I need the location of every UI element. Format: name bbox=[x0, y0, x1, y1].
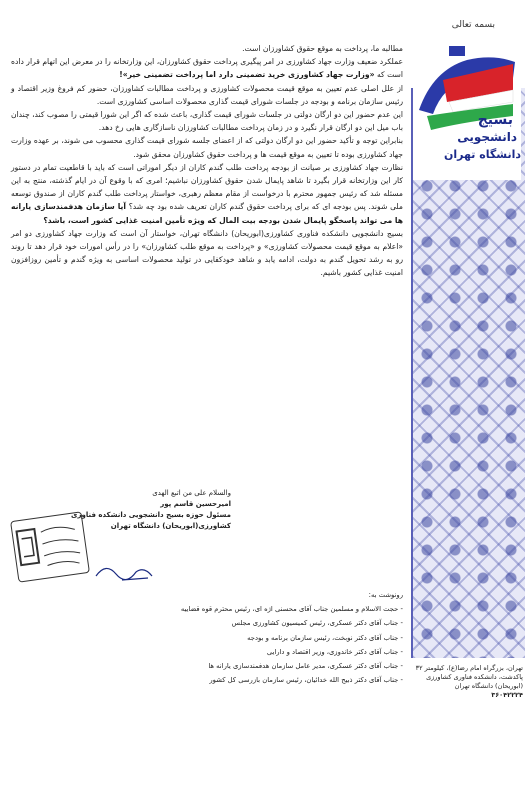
cc-heading: رونوشت به: bbox=[368, 591, 403, 599]
paragraph-1: مطالبه ما، پرداخت به موقع حقوق کشاورزان است. bbox=[242, 44, 403, 53]
address-text: تهران، بزرگراه امام رضا(ع)، کیلومتر ۳۲ پاکدشت، دانشکده فناوری کشاورزی (ابوریحان) دانشگاه تهران bbox=[415, 664, 523, 690]
signer-title-2: کشاورزی(ابوریحان) دانشگاه تهران bbox=[110, 522, 231, 530]
logo-text-student: دانشجویی bbox=[457, 130, 517, 144]
cc-item: - جناب آقای دکتر خاندوزی، وزیر اقتصاد و دارایی bbox=[266, 647, 403, 656]
cc-item: - جناب آقای دکتر نوبخت، رئیس سازمان برنامه و بودجه bbox=[247, 633, 403, 642]
footer-address bbox=[415, 664, 523, 700]
paragraph-7: بسیج دانشجویی دانشکده فناوری کشاورزی(ابوریحان) دانشگاه تهران، خواستار آن است که وزارت جهاد کشاورزی دو امر «اعلام به موقع قیمت محصولات کشاورزی» و «پرداخت به موقع طلب کشاورزان» را در رأس امورات خود قرار دهد تا روند رو به رشد تحویل گندم به دولت، ادامه یابد و شاهد خودکفایی در تولید محصولات اساسی به ویژه گندم و تأمین روزافزون امنیت غذایی کشور باشیم. bbox=[11, 228, 403, 278]
signer-title-1: مسئول حوزه بسیج دانشجویی دانشکده فناوری bbox=[71, 511, 231, 519]
paragraph-6 bbox=[11, 161, 403, 227]
cc-item: - حجت الاسلام و مسلمین جناب آقای محسنی اژه ای، رئیس محترم قوه قضاییه bbox=[180, 605, 403, 614]
signer-name: امیرحسین قاسم پور bbox=[160, 500, 231, 508]
paragraph-2-bold: «وزارت جهاد کشاورزی خرید تضمینی دارد اما پرداخت تضمینی خیر»! bbox=[119, 70, 375, 80]
paragraph-3: از علل اصلی عدم تعیین به موقع قیمت محصولات کشاورزی و پرداخت مطالبات کشاورزان، حضور کم فروغ وزیر اقتصاد و رئیس سازمان برنامه و بودجه در جلسات شورای قیمت گذاری محصولات اساسی کشاورزی است. bbox=[11, 83, 403, 106]
paragraph-2-text: عملکرد ضعیف وزارت جهاد کشاورزی در امر پیگیری پرداخت حقوق کشاورزان، این وزارتخانه را در معرض این اتهام قرار داده است که bbox=[11, 57, 403, 80]
paragraph-6-bold: آیا سازمان هدفمندسازی یارانه ها می تواند پاسخگو پایمال شدن بودجه بیت المال که ویژه تأمین امنیت غذایی کشور است، باشد؟ bbox=[11, 202, 403, 225]
cc-item: - جناب آقای دکتر عسکری، مدیر عامل سازمان هدفمندسازی یارانه ها bbox=[208, 662, 403, 671]
paragraph-5: بنابراین توجه و تأکید حضور این دو ارگان دولتی که از اعضای جلسه شورای قیمت گذاری محسوب می شوند، بر عهده وزارت جهاد کشاورزی بوده تا تعیین به موقع قیمت ها و پرداخت حقوق کشاورزان محقق شود. bbox=[11, 136, 403, 159]
cc-list bbox=[93, 588, 403, 687]
paragraph-6-text: نظارت جهاد کشاورزی بر صیانت از بودجه پرداخت طلب گندم کاران از دیگر اموراتی است که باید با قاطعیت تمام در دستور کار این وزارتخانه قرار بگیرد تا شاهد پایمال شدن حقوق کشاورزان نباشیم؛ امری که با وقوع آن در ایام گذشته، منتج به این مسئله شد که رئیس جمهور محترم با درخواست از مقام معظم رهبری، خواستار پرداخت طلب گندم کاران از صندوق توسعه ملی شوند. پس بودجه ای که برای پرداخت حقوق گندم کاران تعریف شده بود چه شد؟ bbox=[11, 162, 403, 212]
cc-item: - جناب آقای دکتر عسکری، رئیس کمیسیون کشاورزی مجلس bbox=[231, 619, 403, 628]
paragraph-4: این عدم حضور این دو ارگان دولتی در جلسات شورای قیمت گذاری، باعث شده که اگر این شورا قیمتی را مصوب کند، چندان باب میل این دو ارگان قرار نگیرد و در زمان پرداخت مطالبات کشاورزان ناسازگاری هایی رخ دهد. bbox=[11, 110, 403, 133]
bismillah: بسمه تعالی bbox=[451, 20, 495, 30]
handwritten-signature bbox=[92, 556, 162, 586]
letter-body bbox=[11, 42, 403, 280]
closing-line: والسلام علی من اتبع الهدی bbox=[152, 489, 231, 497]
paragraph-2 bbox=[11, 55, 403, 81]
stamp-image bbox=[10, 511, 90, 582]
logo-text-university: دانشگاه تهران bbox=[444, 148, 521, 161]
phone-number: ۳۶۰۴۲۲۲۴ bbox=[491, 691, 523, 699]
cc-item: - جناب آقای دکتر ذبیح الله خدائیان، رئیس سازمان بازرسی کل کشور bbox=[209, 676, 403, 685]
logo-text-basij: بسیج bbox=[477, 112, 513, 128]
